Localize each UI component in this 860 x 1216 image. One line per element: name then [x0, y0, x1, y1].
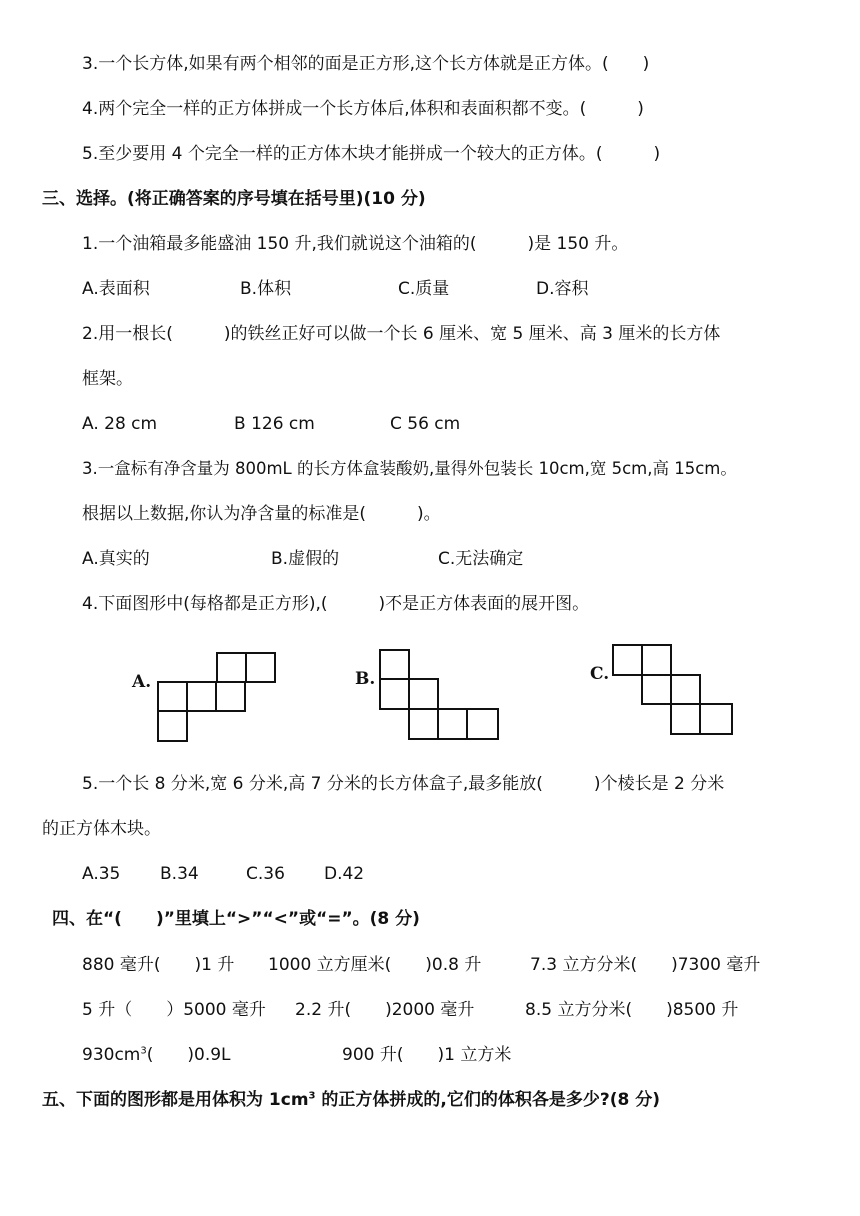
choice-q3-line2: 根据以上数据,你认为净含量的标准是( )。 — [82, 504, 441, 524]
cube-net-b — [372, 642, 507, 747]
net-label-a: A. — [132, 672, 152, 692]
judge-item-3: 3.一个长方体,如果有两个相邻的面是正方形,这个长方体就是正方体。( ) — [82, 54, 650, 74]
compare-item: 5 升（ ）5000 毫升 — [82, 1000, 266, 1020]
compare-item: 8.5 立方分米( )8500 升 — [525, 1000, 739, 1020]
compare-item: 1000 立方厘米( )0.8 升 — [268, 955, 482, 975]
choice-q4: 4.下面图形中(每格都是正方形),( )不是正方体表面的展开图。 — [82, 594, 590, 614]
option-b: B 126 cm — [234, 414, 315, 434]
cube-net-c — [605, 637, 740, 742]
choice-q5-line2: 的正方体木块。 — [42, 819, 161, 839]
section-5-text: 五、下面的图形都是用体积为 1cm — [42, 1090, 309, 1110]
section-4-heading: 四、在“( )”里填上“>”“<”或“=”。(8 分) — [52, 909, 420, 929]
option-c: C.36 — [246, 864, 285, 884]
compare-item: 880 毫升( )1 升 — [82, 955, 235, 975]
option-c: C 56 cm — [390, 414, 461, 434]
choice-q1: 1.一个油箱最多能盛油 150 升,我们就说这个油箱的( )是 150 升。 — [82, 234, 629, 254]
compare-item: 900 升( )1 立方米 — [342, 1045, 512, 1065]
compare-item: 2.2 升( )2000 毫升 — [295, 1000, 475, 1020]
choice-q3-line1: 3.一盒标有净含量为 800mL 的长方体盒装酸奶,量得外包装长 10cm,宽 5cm,高 15cm。 — [82, 459, 737, 478]
option-b: B.虚假的 — [271, 549, 340, 569]
option-c: C.无法确定 — [438, 549, 524, 569]
compare-value: ( )0.9L — [146, 1045, 231, 1065]
option-a: A.表面积 — [82, 279, 150, 299]
compare-item: 7.3 立方分米( )7300 毫升 — [530, 955, 761, 975]
option-b: B.34 — [160, 864, 199, 884]
compare-item — [82, 1043, 231, 1067]
option-a: A.真实的 — [82, 549, 150, 569]
choice-q2-line1: 2.用一根长( )的铁丝正好可以做一个长 6 厘米、宽 5 厘米、高 3 厘米的长方体 — [82, 324, 721, 344]
option-d: D.42 — [324, 864, 365, 884]
section-5-heading — [42, 1088, 660, 1112]
choice-q2-line2: 框架。 — [82, 369, 133, 389]
judge-item-5: 5.至少要用 4 个完全一样的正方体木块才能拼成一个较大的正方体。( ) — [82, 144, 661, 164]
cubic-superscript: 3 — [308, 1090, 316, 1102]
cubic-superscript: 3 — [140, 1045, 147, 1057]
option-b: B.体积 — [240, 279, 292, 299]
option-a: A.35 — [82, 864, 121, 884]
section-5-text: 的正方体拼成的,它们的体积各是多少?(8 分) — [315, 1090, 661, 1110]
compare-value: 930cm — [82, 1045, 141, 1065]
net-label-b: B. — [355, 669, 376, 689]
cube-net-a — [150, 645, 285, 750]
section-3-heading: 三、选择。(将正确答案的序号填在括号里)(10 分) — [42, 189, 426, 209]
choice-q5-line1: 5.一个长 8 分米,宽 6 分米,高 7 分米的长方体盒子,最多能放( )个棱长是 2 分米 — [82, 774, 725, 794]
option-c: C.质量 — [398, 279, 450, 299]
net-label-c: C. — [590, 664, 610, 684]
option-d: D.容积 — [536, 279, 589, 299]
judge-item-4: 4.两个完全一样的正方体拼成一个长方体后,体积和表面积都不变。( ) — [82, 99, 644, 119]
option-a: A. 28 cm — [82, 414, 158, 434]
